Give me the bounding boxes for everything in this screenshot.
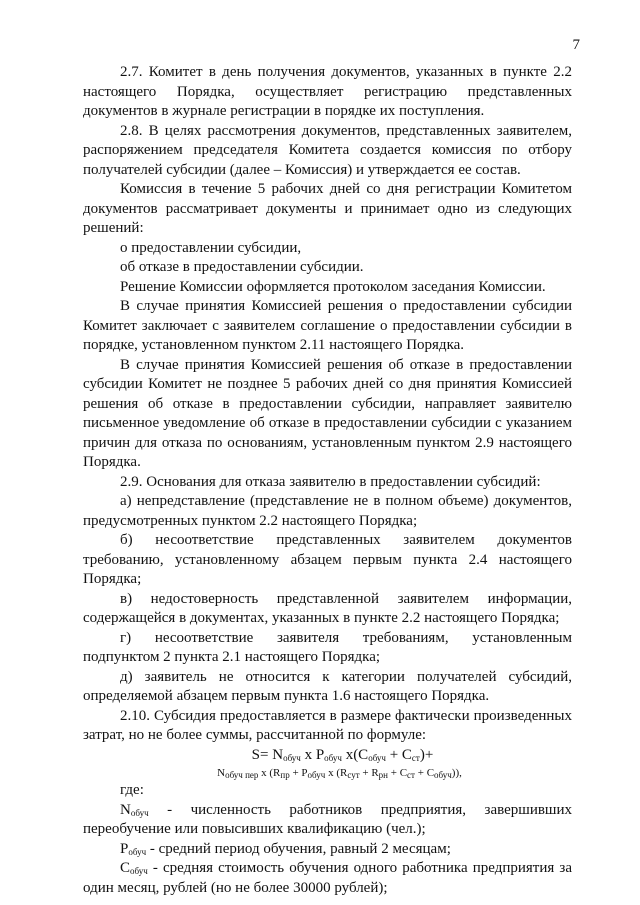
legend-where: где: — [120, 782, 144, 798]
paragraph-protocol: Решение Комиссии оформляется протоколом заседания Комиссии. — [120, 278, 546, 295]
formula-line-1: $S= N_{обуч}$ x $P_{обуч}$ $x(C_{обуч} + C_{ст})+$ — [251, 746, 434, 763]
ground-e: д) заявитель не относится к категории получателей субсидий, определяемой абзацем первым пункта 1.6 настоящего Порядка. — [83, 668, 572, 704]
paragraph-2-8: 2.8. В целях рассмотрения документов, представленных заявителем, распоряжением председателя Комитета создается комиссия по отбору получателей субсидии (далее – Комиссия) и утверждается ее состав. — [83, 122, 572, 178]
legend-c: $C_{обуч}$ - средняя стоимость обучения одного работника предприятия за один месяц, рублей (но не более 30000 рублей); — [83, 860, 572, 896]
legend-n: $N_{обуч}$ - численность работников предприятия, завершивших переобучение или повысивших квалификацию (чел.); — [83, 801, 572, 837]
document-body — [83, 63, 572, 898]
page-number: 7 — [572, 37, 580, 53]
paragraph-2-7: 2.7. Комитет в день получения документов, указанных в пункте 2.2 настоящего Порядка, осуществляет регистрацию представленных документов в журнале регистрации в порядке их поступления. — [83, 64, 572, 119]
ground-d: г) несоответствие заявителя требованиям, установленным подпунктом 2 пункта 2.1 настоящего Порядка; — [83, 629, 572, 665]
paragraph-2-10: 2.10. Субсидия предоставляется в размере фактически произведенных затрат, но не более суммы, рассчитанной по формуле: — [83, 707, 572, 743]
paragraph-grant-case: В случае принятия Комиссией решения о предоставлении субсидии Комитет заключает с заявителем соглашение о предоставлении субсидии в порядке, установленном пунктом 2.11 настоящего Порядка. — [83, 298, 572, 353]
paragraph-refuse-case: В случае принятия Комиссией решения об отказе в предоставлении субсидии Комитет не позднее 5 рабочих дней со дня принятия Комиссией решения об отказе в предоставлении субсидии, направляет заявителю письменное уведомление об отказе в предоставлении субсидии с указанием причин для отказа по основаниям, установленным пунктом 2.9 настоящего Порядка. — [83, 356, 572, 470]
ground-c: в) недостоверность представленной заявителем информации, содержащейся в документах, указанных в пункте 2.2 настоящего Порядка; — [83, 590, 572, 626]
paragraph-2-9: 2.9. Основания для отказа заявителю в предоставлении субсидий: — [120, 473, 541, 490]
option-refuse: об отказе в предоставлении субсидии. — [120, 259, 364, 275]
ground-a: а) непредставление (представление не в полном объеме) документов, предусмотренных пунктом 2.2 настоящего Порядка; — [83, 493, 572, 529]
legend-p: $P_{обуч}$ - средний период обучения, равный 2 месяцам; — [120, 840, 451, 857]
ground-b: б) несоответствие представленных заявителем документов требованию, установленному абзацем первым пункта 2.4 настоящего Порядка; — [83, 532, 572, 587]
paragraph-commission: Комиссия в течение 5 рабочих дней со дня регистрации Комитетом документов рассматривает документы и принимает одно из следующих решений: — [83, 181, 572, 236]
formula-line-2: $N_{обуч пер}$ x ($R_{пр} + P_{обуч}$ x $(R_{сут} + R_{рн} + C_{ст} + C_{обуч})$), — [217, 767, 462, 780]
option-grant: о предоставлении субсидии, — [120, 239, 302, 256]
